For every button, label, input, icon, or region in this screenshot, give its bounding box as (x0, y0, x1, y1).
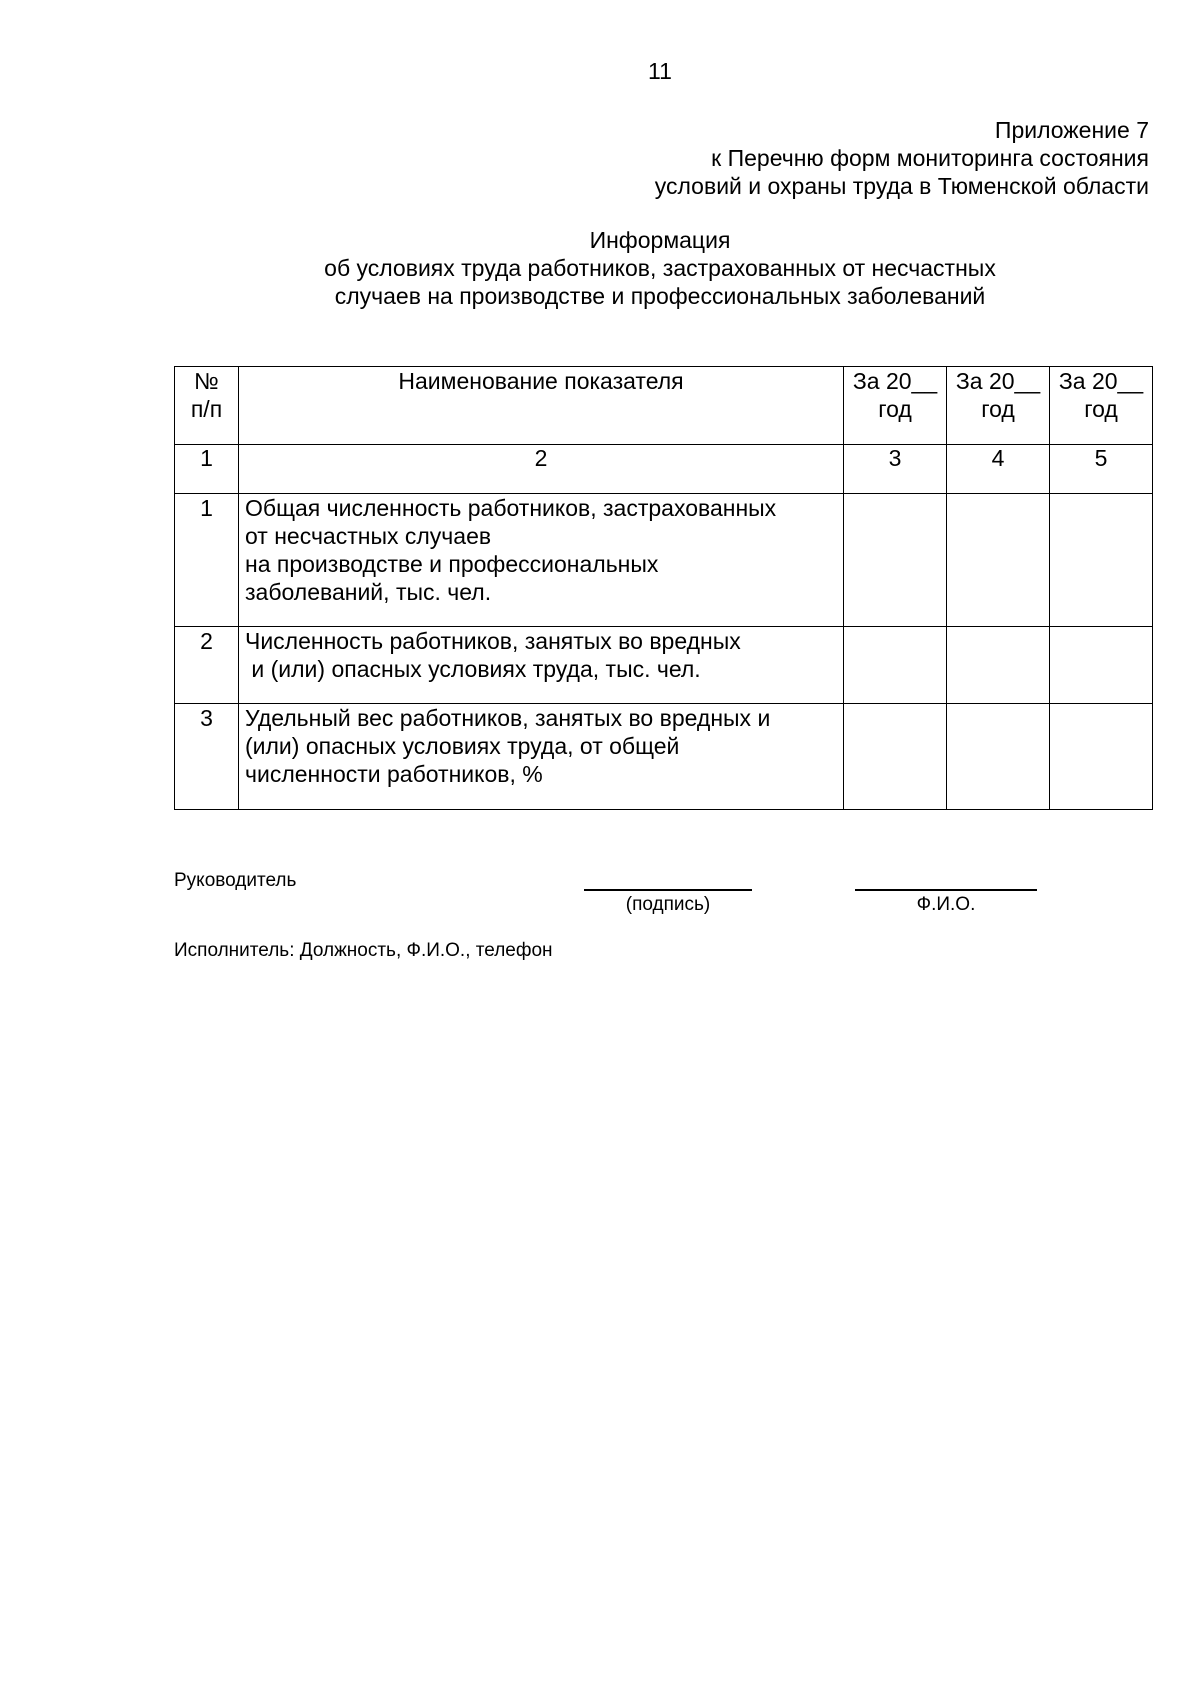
column-number: 3 (844, 445, 947, 494)
column-number: 1 (175, 445, 239, 494)
column-numbers-row (175, 445, 1153, 494)
header-year-2-line-1: За 20__ (955, 368, 1041, 394)
page-number: 11 (648, 58, 672, 84)
header-year-1 (844, 367, 947, 445)
indicators-table (174, 366, 1153, 810)
value-cell[interactable] (844, 704, 947, 810)
indicator-line: заболеваний, тыс. чел. (245, 579, 492, 605)
title-line-3: случаев на производстве и профессиональных заболеваний (334, 283, 986, 309)
appendix-line-3: условий и охраны труда в Тюменской области (654, 173, 1149, 199)
value-cell[interactable] (947, 494, 1050, 627)
header-year-2-line-2: год (981, 396, 1015, 422)
indicator-name (239, 627, 844, 704)
signature-caption: (подпись) (625, 894, 711, 915)
name-caption: Ф.И.О. (916, 894, 976, 915)
row-number: 3 (175, 704, 239, 810)
document-title (0, 226, 1200, 310)
title-line-1: Информация (589, 227, 731, 253)
row-number: 2 (175, 627, 239, 704)
column-number: 5 (1050, 445, 1153, 494)
table-row (175, 704, 1153, 810)
indicator-line: (или) опасных условиях труда, от общей (245, 733, 680, 759)
column-number: 2 (239, 445, 844, 494)
row-number: 1 (175, 494, 239, 627)
executor-line: Исполнитель: Должность, Ф.И.О., телефон (174, 940, 553, 961)
indicator-line: численности работников, % (245, 761, 543, 787)
value-cell[interactable] (844, 494, 947, 627)
indicator-name (239, 704, 844, 810)
header-year-2 (947, 367, 1050, 445)
signature-line[interactable] (584, 889, 752, 891)
indicator-line: Общая численность работников, застрахованных (245, 495, 777, 521)
title-line-2: об условиях труда работников, застрахованных от несчастных (324, 255, 996, 281)
value-cell[interactable] (844, 627, 947, 704)
indicator-line: Удельный вес работников, занятых во вредных и (245, 705, 771, 731)
value-cell[interactable] (947, 627, 1050, 704)
appendix-line-2: к Перечню форм мониторинга состояния (711, 145, 1149, 171)
indicator-name (239, 494, 844, 627)
indicator-line: от несчастных случаев (245, 523, 492, 549)
indicator-line: Численность работников, занятых во вредных (245, 628, 741, 654)
value-cell[interactable] (1050, 704, 1153, 810)
table-header-row (175, 367, 1153, 445)
header-indicator-name: Наименование показателя (239, 367, 844, 445)
indicator-line: на производстве и профессиональных (245, 551, 659, 577)
header-year-1-line-2: год (878, 396, 912, 422)
table-row (175, 494, 1153, 627)
head-label: Руководитель (174, 870, 297, 891)
indicator-line: и (или) опасных условиях труда, тыс. чел. (245, 656, 701, 682)
value-cell[interactable] (947, 704, 1050, 810)
table-row (175, 627, 1153, 704)
value-cell[interactable] (1050, 494, 1153, 627)
appendix-line-1: Приложение 7 (994, 117, 1149, 143)
header-year-3 (1050, 367, 1153, 445)
header-number (175, 367, 239, 445)
appendix-note (655, 116, 1149, 200)
header-year-1-line-1: За 20__ (852, 368, 938, 394)
column-number: 4 (947, 445, 1050, 494)
value-cell[interactable] (1050, 627, 1153, 704)
header-year-3-line-1: За 20__ (1058, 368, 1144, 394)
header-number-line-2: п/п (190, 396, 223, 422)
header-number-line-1: № (194, 368, 219, 394)
header-year-3-line-2: год (1084, 396, 1118, 422)
name-line[interactable] (855, 889, 1037, 891)
